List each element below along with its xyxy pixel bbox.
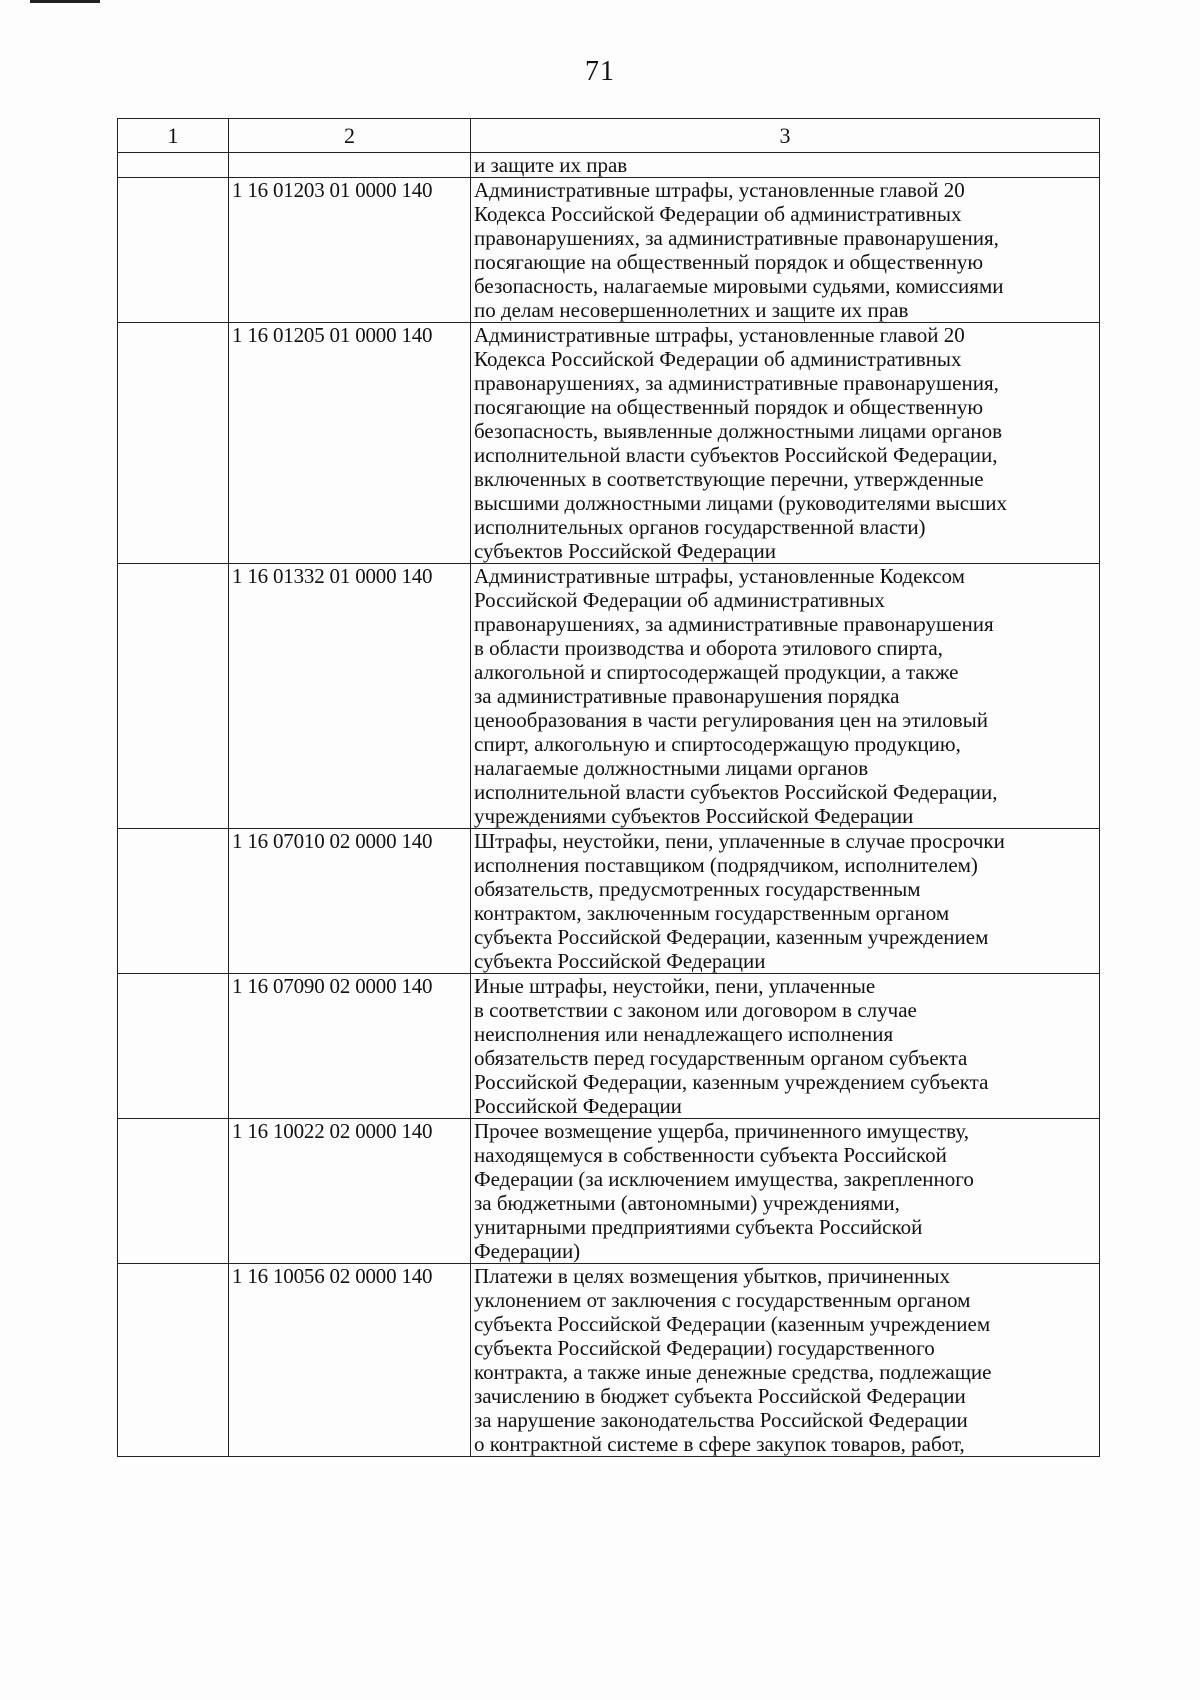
description-line: находящемуся в собственности субъекта Российской — [474, 1143, 947, 1167]
description-line: Федерации (за исключением имущества, закрепленного — [474, 1167, 974, 1191]
description-line: уклонением от заключения с государственным органом — [474, 1288, 971, 1312]
description-line: по делам несовершеннолетних и защите их прав — [474, 298, 909, 322]
description-line: Штрафы, неустойки, пени, уплаченные в случае просрочки — [474, 829, 1005, 853]
row-number-cell — [118, 178, 229, 323]
description-line: субъекта Российской Федерации, казенным учреждением — [474, 925, 989, 949]
description-line: неисполнения или ненадлежащего исполнения — [474, 1022, 894, 1046]
description-line: Административные штрафы, установленные Кодексом — [474, 564, 965, 588]
description-line: Российской Федерации об административных — [474, 588, 885, 612]
description-line: учреждениями субъектов Российской Федерации — [474, 804, 914, 828]
header-col-2: 2 — [229, 119, 471, 153]
budget-code-cell: 1 16 07010 02 0000 140 — [229, 829, 471, 974]
budget-code-cell: 1 16 01332 01 0000 140 — [229, 564, 471, 829]
table-row — [118, 564, 1100, 829]
row-number-cell — [118, 829, 229, 974]
description-line: безопасность, налагаемые мировыми судьями, комиссиями — [474, 274, 1004, 298]
page-number: 71 — [585, 56, 615, 87]
description-line: включенных в соответствующие перечни, утвержденные — [474, 467, 984, 491]
description-line: Административные штрафы, установленные главой 20 — [474, 323, 965, 347]
description-line: ценообразования в части регулирования цен на этиловый — [474, 708, 988, 732]
description-line: Прочее возмещение ущерба, причиненного имуществу, — [474, 1119, 970, 1143]
description-cell — [471, 323, 1100, 564]
row-number-cell — [118, 323, 229, 564]
description-line: Иные штрафы, неустойки, пени, уплаченные — [474, 974, 876, 998]
row-number-cell — [118, 564, 229, 829]
table-row — [118, 153, 1100, 178]
description-line: безопасность, выявленные должностными лицами органов — [474, 419, 1003, 443]
row-number-cell — [118, 153, 229, 178]
budget-code-cell: 1 16 10022 02 0000 140 — [229, 1119, 471, 1264]
table-row — [118, 829, 1100, 974]
description-line: исполнительной власти субъектов Российской Федерации, — [474, 780, 998, 804]
table-row — [118, 974, 1100, 1119]
description-line: исполнения поставщиком (подрядчиком, исполнителем) — [474, 853, 978, 877]
description-line: субъектов Российской Федерации — [474, 539, 777, 563]
row-number-cell — [118, 974, 229, 1119]
table-row — [118, 178, 1100, 323]
corner-scan-mark — [30, 0, 100, 7]
description-line: правонарушениях, за административные правонарушения, — [474, 371, 999, 395]
description-line: зачислению в бюджет субъекта Российской Федерации — [474, 1384, 966, 1408]
description-line: обязательств перед государственным органом субъекта — [474, 1046, 968, 1070]
description-line: Кодекса Российской Федерации об административных — [474, 347, 962, 371]
table-row — [118, 1264, 1100, 1457]
table-row — [118, 1119, 1100, 1264]
description-line: правонарушениях, за административные правонарушения, — [474, 226, 999, 250]
budget-codes-table — [117, 118, 1100, 1457]
header-col-1: 1 — [118, 119, 229, 153]
description-line: в области производства и оборота этилового спирта, — [474, 636, 943, 660]
description-cell — [471, 974, 1100, 1119]
budget-code-cell: 1 16 01205 01 0000 140 — [229, 323, 471, 564]
description-cell — [471, 829, 1100, 974]
description-line: Административные штрафы, установленные главой 20 — [474, 178, 965, 202]
description-line: высшими должностными лицами (руководителями высших — [474, 491, 1007, 515]
description-line: субъекта Российской Федерации — [474, 949, 766, 973]
description-line: о контрактной системе в сфере закупок товаров, работ, — [474, 1432, 965, 1456]
budget-code-cell — [229, 153, 471, 178]
description-line: Российской Федерации, казенным учреждением субъекта — [474, 1070, 989, 1094]
description-line: в соответствии с законом или договором в случае — [474, 998, 917, 1022]
description-line: Российской Федерации — [474, 1094, 682, 1118]
description-line: исполнительной власти субъектов Российской Федерации, — [474, 443, 998, 467]
table-header-row — [118, 119, 1100, 153]
description-line: контракта, а также иные денежные средства, подлежащие — [474, 1360, 992, 1384]
description-cell — [471, 564, 1100, 829]
budget-code-cell: 1 16 10056 02 0000 140 — [229, 1264, 471, 1457]
description-line: унитарными предприятиями субъекта Российской — [474, 1215, 923, 1239]
description-line: Кодекса Российской Федерации об административных — [474, 202, 962, 226]
description-cell — [471, 178, 1100, 323]
description-line: обязательств, предусмотренных государственным — [474, 877, 921, 901]
description-line: спирт, алкогольную и спиртосодержащую продукцию, — [474, 732, 961, 756]
description-line: Платежи в целях возмещения убытков, причиненных — [474, 1264, 950, 1288]
budget-code-cell: 1 16 01203 01 0000 140 — [229, 178, 471, 323]
budget-code-cell: 1 16 07090 02 0000 140 — [229, 974, 471, 1119]
description-line: алкогольной и спиртосодержащей продукции, а также — [474, 660, 959, 684]
description-line: Федерации) — [474, 1239, 581, 1263]
description-line: исполнительных органов государственной власти) — [474, 515, 926, 539]
description-line: и защите их прав — [474, 153, 628, 177]
description-line: субъекта Российской Федерации) государственного — [474, 1336, 935, 1360]
description-line: налагаемые должностными лицами органов — [474, 756, 869, 780]
description-line: за бюджетными (автономными) учреждениями, — [474, 1191, 900, 1215]
header-col-3: 3 — [471, 119, 1100, 153]
description-cell — [471, 1119, 1100, 1264]
description-line: за нарушение законодательства Российской Федерации — [474, 1408, 968, 1432]
table-body — [118, 153, 1100, 1457]
row-number-cell — [118, 1264, 229, 1457]
description-cell — [471, 153, 1100, 178]
description-line: за административные правонарушения порядка — [474, 684, 900, 708]
row-number-cell — [118, 1119, 229, 1264]
description-line: посягающие на общественный порядок и общественную — [474, 250, 984, 274]
description-cell — [471, 1264, 1100, 1457]
description-line: контрактом, заключенным государственным органом — [474, 901, 950, 925]
description-line: посягающие на общественный порядок и общественную — [474, 395, 984, 419]
table-row — [118, 323, 1100, 564]
description-line: правонарушениях, за административные правонарушения — [474, 612, 994, 636]
description-line: субъекта Российской Федерации (казенным учреждением — [474, 1312, 991, 1336]
